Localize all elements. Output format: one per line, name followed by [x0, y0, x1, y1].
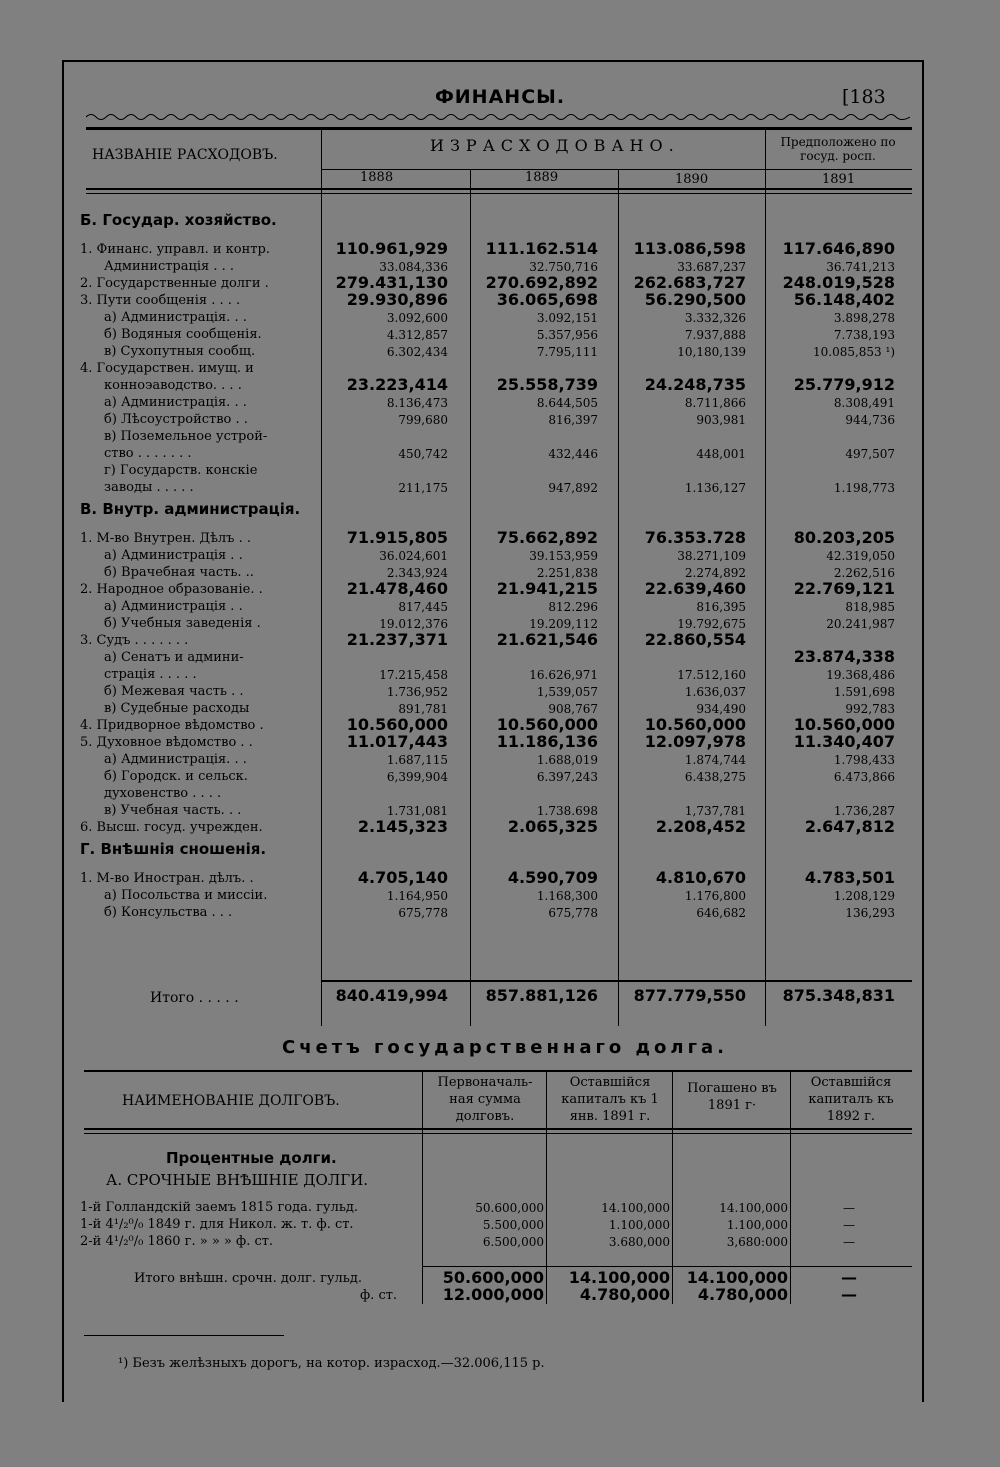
cell-1891: 10.085,853 ¹) — [812, 345, 895, 359]
total-1890: 877.779,550 — [633, 986, 746, 1005]
cell-1891: 818,985 — [845, 600, 895, 614]
year-1888: 1888 — [360, 170, 394, 185]
row-label: 4. Государствен. имущ. и — [80, 361, 254, 376]
row-label: страція . . . . . — [104, 667, 197, 682]
cell-1890: 448,001 — [696, 447, 746, 461]
cell-1889: 11.186,136 — [496, 732, 598, 751]
cell-1890: 56.290,500 — [644, 290, 746, 309]
cell-1889: 10.560,000 — [496, 715, 598, 734]
cell-1888: 21.237,371 — [346, 630, 448, 649]
debt-cell: 6.500,000 — [482, 1235, 544, 1249]
footnote: ¹) Безъ желѣзныхъ дорогъ, на котор. израсход.—32.006,115 р. — [118, 1356, 545, 1371]
cell-1888: 2.145,323 — [357, 817, 448, 836]
cell-1889: 812.296 — [548, 600, 598, 614]
cell-1890: 646,682 — [696, 906, 746, 920]
row-label: в) Сухопутныя сообщ. — [104, 344, 256, 359]
year-1889: 1889 — [525, 170, 559, 185]
cell-1890: 22.860,554 — [644, 630, 746, 649]
row-label: 6. Высш. госуд. учрежден. — [80, 820, 263, 835]
debt-heading-interest: Процентные долги. — [166, 1149, 337, 1167]
cell-1889: 4.590,709 — [507, 868, 598, 887]
cell-1888: 1.731,081 — [386, 804, 448, 818]
cell-1891: 42.319,050 — [826, 549, 895, 563]
cell-1890: 76.353.728 — [644, 528, 746, 547]
row-label: а) Администрація . . — [104, 599, 243, 614]
cell-1891: 11.340,407 — [793, 732, 895, 751]
row-label: 1. М-во Внутрен. Дѣлъ . . — [80, 531, 251, 546]
debt-header-rule — [84, 1128, 912, 1130]
cell-1889: 432,446 — [548, 447, 598, 461]
cell-1888: 6,399,904 — [386, 770, 448, 784]
debt-total-rule — [422, 1266, 912, 1267]
cell-1891: 1.736,287 — [833, 804, 895, 818]
cell-1890: 1.874,744 — [684, 753, 746, 767]
total-1891: 875.348,831 — [782, 986, 895, 1005]
row-label: конноэаводство. . . . — [104, 378, 242, 393]
header-bottom-rule — [86, 188, 912, 190]
debt-total-label-2: ф. ст. — [360, 1288, 398, 1303]
row-label: б) Водяныя сообщенія. — [104, 327, 262, 342]
row-label: ство . . . . . . . — [104, 446, 192, 461]
row-label: б) Врачебная часть. .. — [104, 565, 254, 580]
debt-cell: 1.100,000 — [608, 1218, 670, 1232]
row-label: а) Администрація. . . — [104, 752, 247, 767]
debt-header-rule-2 — [84, 1133, 912, 1134]
row-label: б) Городск. и сельск. — [104, 769, 248, 784]
footnote-rule — [84, 1335, 284, 1336]
cell-1888: 21.478,460 — [346, 579, 448, 598]
cell-1891: 7.738,193 — [833, 328, 895, 342]
row-label: Администрація . . . — [104, 259, 235, 274]
cell-1888: 33.084,336 — [379, 260, 448, 274]
cell-1889: 1.168,300 — [536, 889, 598, 903]
cell-1891: 1.591,698 — [833, 685, 895, 699]
debt-total-cell: — — [841, 1268, 857, 1287]
cell-1888: 110.961,929 — [335, 239, 448, 258]
cell-1891: 56.148,402 — [793, 290, 895, 309]
debt-col1: Первоначаль- ная сумма долговъ. — [437, 1075, 533, 1124]
cell-1890: 6.438,275 — [684, 770, 746, 784]
debt-cell: 5.500,000 — [482, 1218, 544, 1232]
debt-total-cell: 12.000,000 — [442, 1285, 544, 1304]
debt-total-cell: 14.100,000 — [686, 1268, 788, 1287]
cell-1888: 211,175 — [398, 481, 448, 495]
cell-1889: 5.357,956 — [536, 328, 598, 342]
cell-1889: 16.626,971 — [529, 668, 598, 682]
cell-1889: 6.397,243 — [536, 770, 598, 784]
row-label: а) Посольства и миссіи. — [104, 888, 268, 903]
cell-1891: 2.262,516 — [833, 566, 895, 580]
wavy-divider — [86, 112, 910, 122]
cell-1889: 816,397 — [548, 413, 598, 427]
cell-1891: 1.798,433 — [833, 753, 895, 767]
cell-1888: 799,680 — [398, 413, 448, 427]
cell-1889: 21.941,215 — [496, 579, 598, 598]
cell-1889: 3.092,151 — [536, 311, 598, 325]
cell-1890: 4.810,670 — [655, 868, 746, 887]
row-label: а) Администрація. . . — [104, 310, 247, 325]
debt-title: Счетъ государственнаго долга. — [282, 1037, 728, 1058]
cell-1888: 675,778 — [398, 906, 448, 920]
cell-1890: 1.176,800 — [684, 889, 746, 903]
cell-1889: 25.558,739 — [496, 375, 598, 394]
row-label: 2. Государственные долги . — [80, 276, 269, 291]
cell-1891: 19.368,486 — [826, 668, 895, 682]
cell-1888: 23.223,414 — [346, 375, 448, 394]
cell-1890: 8.711,866 — [684, 396, 746, 410]
debt-row-label: 1-й 4¹/₂⁰/₀ 1849 г. для Никол. ж. т. ф. ст. — [80, 1217, 354, 1232]
debt-row-label: 2-й 4¹/₂⁰/₀ 1860 г. » » » ф. ст. — [80, 1234, 274, 1249]
section-heading: Б. Государ. хозяйство. — [80, 211, 277, 229]
row-label: б) Консульства . . . — [104, 905, 233, 920]
cell-1888: 17.215,458 — [379, 668, 448, 682]
cell-1888: 2.343,924 — [386, 566, 448, 580]
row-label: б) Лѣсоустройство . . — [104, 412, 248, 427]
cell-1889: 2.065,325 — [507, 817, 598, 836]
debt-col2: Оставшійся капиталъ къ 1 янв. 1891 г. — [561, 1075, 659, 1124]
cell-1889: 7.795,111 — [536, 345, 598, 359]
cell-1890: 934,490 — [696, 702, 746, 716]
debt-total-cell: — — [841, 1285, 857, 1304]
col-header-planned: Предположено по госуд. росп. — [780, 135, 896, 163]
header-bottom-rule-2 — [86, 193, 912, 194]
cell-1888: 3.092,600 — [386, 311, 448, 325]
total-1888: 840.419,994 — [335, 986, 448, 1005]
row-label: б) Учебныя заведенія . — [104, 616, 261, 631]
cell-1891: 944,736 — [845, 413, 895, 427]
row-label: а) Сенатъ и админи- — [104, 650, 244, 665]
debt-cell: 1.100,000 — [726, 1218, 788, 1232]
debt-cell: 50.600,000 — [475, 1201, 544, 1215]
cell-1889: 1.688,019 — [536, 753, 598, 767]
cell-1889: 21.621,546 — [496, 630, 598, 649]
cell-1888: 1.736,952 — [386, 685, 448, 699]
row-label: 1. М-во Иностран. дѣлъ. . — [80, 871, 254, 886]
cell-1888: 10.560,000 — [346, 715, 448, 734]
cell-1888: 450,742 — [398, 447, 448, 461]
debt-col-name: НАИМЕНОВАНІЕ ДОЛГОВЪ. — [122, 1093, 340, 1109]
year-1890: 1890 — [675, 172, 709, 187]
cell-1891: 1.208,129 — [833, 889, 895, 903]
page-title: ФИНАНСЫ. — [434, 86, 566, 108]
cell-1889: 1.738.698 — [536, 804, 598, 818]
cell-1890: 10.560,000 — [644, 715, 746, 734]
cell-1891: 6.473,866 — [833, 770, 895, 784]
debt-top-rule — [84, 1070, 912, 1072]
cell-1889: 947,892 — [548, 481, 598, 495]
cell-1890: 12.097,978 — [644, 732, 746, 751]
table-top-rule — [86, 127, 912, 130]
cell-1891: 4.783,501 — [804, 868, 895, 887]
cell-1890: 1.636,037 — [684, 685, 746, 699]
row-label: 3. Пути сообщенія . . . . — [80, 293, 241, 308]
cell-1888: 817,445 — [398, 600, 448, 614]
cell-1889: 19.209,112 — [529, 617, 598, 631]
cell-1890: 10,180,139 — [677, 345, 746, 359]
row-label: духовенство . . . . — [104, 786, 222, 801]
cell-1891: 2.647,812 — [804, 817, 895, 836]
cell-1891: 1.198,773 — [833, 481, 895, 495]
row-label: 4. Придворное вѣдомство . — [80, 718, 264, 733]
cell-1891: 80.203,205 — [793, 528, 895, 547]
cell-1890: 113.086,598 — [633, 239, 746, 258]
cell-1891: 992,783 — [845, 702, 895, 716]
cell-1891: 248.019,528 — [782, 273, 895, 292]
cell-1888: 6.302,434 — [386, 345, 448, 359]
cell-1889: 908,767 — [548, 702, 598, 716]
cell-1889: 36.065,698 — [496, 290, 598, 309]
debt-total-cell: 14.100,000 — [568, 1268, 670, 1287]
debt-cell: 14.100,000 — [719, 1201, 788, 1215]
debt-total-cell: 50.600,000 — [442, 1268, 544, 1287]
cell-1889: 675,778 — [548, 906, 598, 920]
cell-1888: 36.024,601 — [379, 549, 448, 563]
cell-1890: 3.332,326 — [684, 311, 746, 325]
cell-1891: 22.769,121 — [793, 579, 895, 598]
cell-1890: 2.208,452 — [655, 817, 746, 836]
row-label: а) Администрація. . . — [104, 395, 247, 410]
cell-1889: 111.162.514 — [485, 239, 598, 258]
cell-1891: 497,507 — [845, 447, 895, 461]
debt-row-label: 1-й Голландскій заемъ 1815 года. гульд. — [80, 1200, 359, 1215]
debt-total-cell: 4.780,000 — [579, 1285, 670, 1304]
cell-1890: 2.274,892 — [684, 566, 746, 580]
cell-1890: 903,981 — [696, 413, 746, 427]
cell-1890: 1,737,781 — [684, 804, 746, 818]
row-label: заводы . . . . . — [104, 480, 194, 495]
cell-1888: 11.017,443 — [346, 732, 448, 751]
cell-1891: 3.898,278 — [833, 311, 895, 325]
cell-1891: 117.646,890 — [782, 239, 895, 258]
cell-1891: 8.308,491 — [833, 396, 895, 410]
cell-1890: 33.687,237 — [677, 260, 746, 274]
debt-cell: 3.680,000 — [608, 1235, 670, 1249]
row-label: 5. Духовное вѣдомство . . — [80, 735, 253, 750]
total-label: Итого . . . . . — [150, 990, 239, 1006]
row-label: 1. Финанс. управл. и контр. — [80, 242, 270, 257]
cell-1888: 1.164,950 — [386, 889, 448, 903]
row-label: б) Межевая часть . . — [104, 684, 244, 699]
cell-1888: 29.930,896 — [346, 290, 448, 309]
debt-cell: — — [843, 1235, 855, 1249]
debt-total-label-1: Итого внѣшн. срочн. долг. гульд. — [134, 1271, 363, 1286]
cell-1888: 279.431,130 — [335, 273, 448, 292]
cell-1891: 23.874,338 — [793, 647, 895, 666]
cell-1889: 39.153,959 — [529, 549, 598, 563]
cell-1891: 36.741,213 — [826, 260, 895, 274]
row-label: в) Судебные расходы — [104, 701, 250, 716]
row-label: 2. Народное образованіе. . — [80, 582, 263, 597]
debt-heading-section: А. СРОЧНЫЕ ВНѢШНІЕ ДОЛГИ. — [106, 1171, 369, 1189]
debt-col3: Погашено въ 1891 г· — [687, 1081, 777, 1113]
row-label: г) Государств. конскіе — [104, 463, 258, 478]
cell-1889: 75.662,892 — [496, 528, 598, 547]
cell-1888: 1.687,115 — [386, 753, 448, 767]
cell-1889: 8.644,505 — [536, 396, 598, 410]
row-label: а) Администрація . . — [104, 548, 243, 563]
debt-cell: — — [843, 1218, 855, 1232]
cell-1889: 1,539,057 — [536, 685, 598, 699]
cell-1888: 8.136,473 — [386, 396, 448, 410]
cell-1888: 71.915,805 — [346, 528, 448, 547]
cell-1888: 891,781 — [398, 702, 448, 716]
row-label: в) Учебная часть. . . — [104, 803, 242, 818]
row-label: 3. Судъ . . . . . . . — [80, 633, 189, 648]
cell-1889: 32.750,716 — [529, 260, 598, 274]
cell-1888: 19.012,376 — [379, 617, 448, 631]
debt-cell: 14.100,000 — [601, 1201, 670, 1215]
cell-1890: 22.639,460 — [644, 579, 746, 598]
total-1889: 857.881,126 — [485, 986, 598, 1005]
cell-1889: 270.692,892 — [485, 273, 598, 292]
cell-1891: 10.560,000 — [793, 715, 895, 734]
year-1891: 1891 — [822, 172, 856, 187]
cell-1888: 4.312,857 — [386, 328, 448, 342]
section-heading: В. Внутр. администрація. — [80, 500, 301, 518]
col-header-spent: ИЗРАСХОДОВАНО. — [430, 136, 680, 155]
header-sub-rule — [322, 169, 912, 170]
row-label: в) Поземельное устрой- — [104, 429, 268, 444]
cell-1891: 136,293 — [845, 906, 895, 920]
cell-1890: 1.136,127 — [684, 481, 746, 495]
page-number: [183 — [842, 86, 886, 108]
debt-cell: — — [843, 1201, 855, 1215]
cell-1891: 20.241,987 — [826, 617, 895, 631]
cell-1890: 262.683,727 — [633, 273, 746, 292]
col-header-name: НАЗВАНІЕ РАСХОДОВЪ. — [92, 147, 278, 163]
cell-1891: 25.779,912 — [793, 375, 895, 394]
debt-col4: Оставшійся капиталъ къ 1892 г. — [808, 1075, 894, 1124]
cell-1889: 2.251,838 — [536, 566, 598, 580]
cell-1890: 38.271,109 — [677, 549, 746, 563]
cell-1890: 17.512,160 — [677, 668, 746, 682]
debt-cell: 3,680:000 — [726, 1235, 788, 1249]
cell-1890: 24.248,735 — [644, 375, 746, 394]
cell-1888: 4.705,140 — [357, 868, 448, 887]
cell-1890: 816,395 — [696, 600, 746, 614]
section-heading: Г. Внѣшнія сношенія. — [80, 840, 267, 858]
debt-total-cell: 4.780,000 — [697, 1285, 788, 1304]
cell-1890: 7.937,888 — [684, 328, 746, 342]
total-rule — [322, 980, 912, 982]
cell-1890: 19.792,675 — [677, 617, 746, 631]
